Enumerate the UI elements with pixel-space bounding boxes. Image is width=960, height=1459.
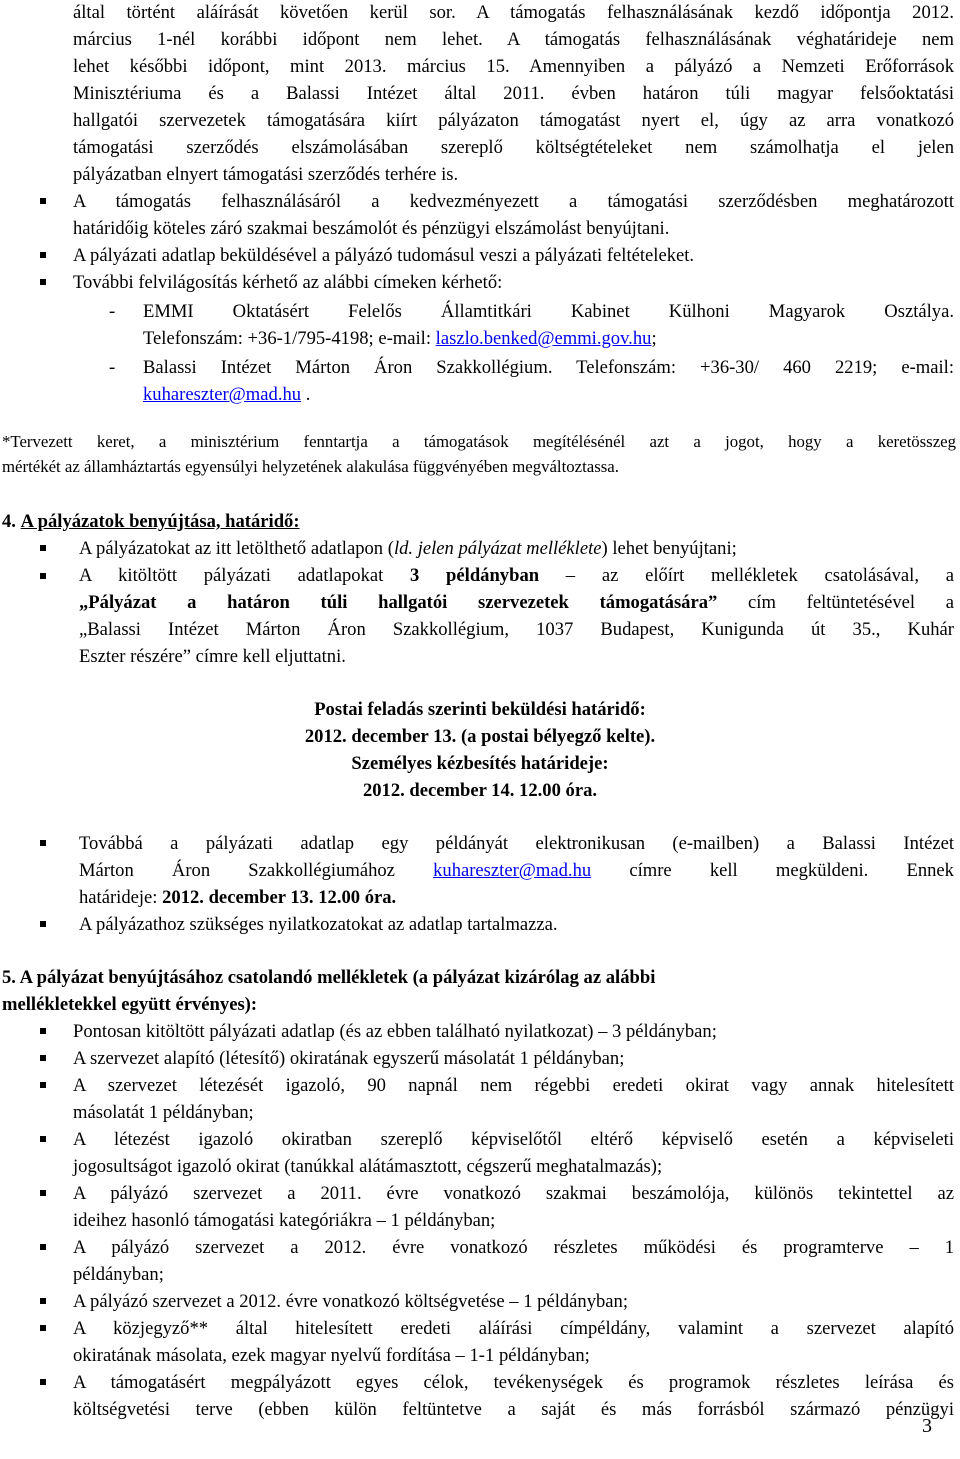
text-part: címre kell megküldeni. Ennek — [591, 860, 954, 881]
text-line: támogatási szerződés elszámolásában szereplő költségtételeket nem számolhatja el jelen — [73, 137, 954, 158]
bold-text: 3 példányban — [410, 565, 540, 586]
bullet-icon — [40, 1298, 46, 1304]
text-line: által történt aláírását követően kerül sor. A támogatás felhasználásának kezdő időpontja 2012. — [73, 2, 954, 23]
text-line — [79, 563, 954, 589]
text-line: március 1-nél korábbi időpont nem lehet. A támogatás felhasználásának véghatárideje nem — [73, 29, 954, 50]
list-item: A közjegyző** által hitelesített eredeti aláírási címpéldány, valamint a szervezet alapító — [73, 1318, 954, 1339]
phone-text: Telefonszám: +36-1/795-4198; e-mail: — [143, 328, 436, 349]
email-link[interactable]: laszlo.benked@emmi.gov.hu — [435, 328, 652, 349]
section-heading — [2, 509, 956, 535]
text-part: A pályázatokat az itt letölthető adatlapon ( — [79, 538, 394, 559]
text-part: cím feltüntetésével a — [717, 592, 954, 613]
text-part: A kitöltött pályázati adatlapokat — [79, 565, 411, 586]
bullet-icon — [40, 1028, 46, 1034]
text-line: Balassi Intézet Márton Áron Szakkollégium. Telefonszám: +36-30/ 460 2219; e-mail: — [143, 357, 954, 378]
bullet-icon — [40, 1379, 46, 1385]
text-line: „Balassi Intézet Márton Áron Szakkollégium, 1037 Budapest, Kunigunda út 35., Kuhár — [79, 619, 954, 640]
bullet-icon — [40, 1136, 46, 1142]
text-line — [143, 326, 954, 352]
text-line: Továbbá a pályázati adatlap egy példányát elektronikusan (e-mailben) a Balassi Intézet — [79, 833, 954, 854]
deadline-line: Postai feladás szerinti beküldési határidő: — [314, 699, 646, 720]
list-item: költségvetési terve (ebben külön feltüntetve a saját és más forrásból származó pénzügyi — [73, 1399, 954, 1420]
dash-marker: - — [109, 301, 116, 322]
list-item: A pályázó szervezet a 2011. évre vonatkozó szakmai beszámolója, különös tekintettel az — [73, 1183, 954, 1204]
italic-text: ld. jelen pályázat melléklete — [393, 538, 602, 559]
text-line: EMMI Oktatásért Felelős Államtitkári Kabinet Külhoni Magyarok Osztálya. — [143, 301, 954, 322]
email-link[interactable]: kuhareszter@mad.hu — [433, 860, 592, 881]
text-line: határidőig köteles záró szakmai beszámolót és pénzügyi elszámolást benyújtani. — [73, 218, 670, 239]
text-line: A pályázathoz szükséges nyilatkozatokat az adatlap tartalmazza. — [79, 914, 558, 935]
list-item: ideihez hasonló támogatási kategóriákra – 1 példányban; — [73, 1210, 496, 1231]
text-line: További felvilágosítás kérhető az alábbi címeken kérhető: — [73, 272, 503, 293]
text-line — [79, 590, 954, 616]
bullet-icon — [40, 545, 46, 551]
list-item: jogosultságot igazoló okirat (tanúkkal alátámasztott, cégszerű meghatalmazás); — [73, 1156, 663, 1177]
text-line: pályázatban elnyert támogatási szerződés terhére is. — [73, 164, 459, 185]
text-line — [143, 382, 954, 408]
bullet-icon — [40, 1325, 46, 1331]
section-heading: 5. A pályázat benyújtásához csatolandó mellékletek (a pályázat kizárólag az alábbi — [2, 967, 656, 988]
text-line — [79, 536, 954, 562]
text-line: Eszter részére” címre kell eljuttatni. — [79, 646, 346, 667]
deadline-line: 2012. december 13. (a postai bélyegző kelte). — [304, 726, 656, 747]
bullet-icon — [40, 573, 46, 579]
section-heading: mellékletekkel együtt érvényes): — [2, 994, 258, 1015]
bullet-icon — [40, 921, 46, 927]
deadline-line: 2012. december 14. 12.00 óra. — [362, 780, 598, 801]
bullet-icon — [40, 1082, 46, 1088]
bullet-icon — [40, 279, 46, 285]
text-line — [79, 885, 954, 911]
page-number: 3 — [922, 1415, 932, 1437]
text-line: *Tervezett keret, a minisztérium fenntartja a támogatások megítélésénél azt a jogot, hogy a keretösszeg — [2, 432, 956, 451]
text-line — [79, 858, 954, 884]
text-line: Minisztériuma és a Balassi Intézet által 2011. évben határon túli magyar felsőoktatási — [73, 83, 954, 104]
list-item: A pályázó szervezet a 2012. évre vonatkozó részletes működési és programterve – 1 — [73, 1237, 954, 1258]
list-item: A támogatásért megpályázott egyes célok, tevékenységek és programok részletes leírása és — [73, 1372, 954, 1393]
text-line: hallgatói szervezetek támogatására kiírt pályázaton támogatást nyert el, úgy az arra vonatkozó — [73, 110, 954, 131]
text-line: A támogatás felhasználásáról a kedvezményezett a támogatási szerződésben meghatározott — [73, 191, 954, 212]
bullet-icon — [40, 1244, 46, 1250]
bold-text: „Pályázat a határon túli hallgatói szervezetek támogatására” — [79, 592, 718, 613]
list-item: okiratának másolata, ezek magyar nyelvű fordítása – 1-1 példányban; — [73, 1345, 590, 1366]
bullet-icon — [40, 1055, 46, 1061]
text-line: mértékét az államháztartás egyensúlyi helyzetének alakulása függvényében megváltoztassa. — [2, 457, 619, 476]
heading-text: A pályázatok benyújtása, határidő: — [20, 511, 300, 532]
list-item: A pályázó szervezet a 2012. évre vonatkozó költségvetése – 1 példányban; — [73, 1291, 629, 1312]
text-line: lehet későbbi időpont, mint 2013. március 15. Amennyiben a pályázó a Nemzeti Erőforrások — [73, 56, 954, 77]
punct: . — [305, 384, 311, 405]
punct: ; — [651, 328, 657, 349]
bullet-icon — [40, 252, 46, 258]
list-item: Pontosan kitöltött pályázati adatlap (és az ebben található nyilatkozat) – 3 példányban; — [73, 1021, 717, 1042]
text-part: határideje: — [79, 887, 163, 908]
bold-text: 2012. december 13. 12.00 óra. — [162, 887, 397, 908]
heading-number: 4. — [2, 511, 16, 532]
list-item: A szervezet alapító (létesítő) okiratának egyszerű másolatát 1 példányban; — [73, 1048, 625, 1069]
list-item: példányban; — [73, 1264, 164, 1285]
text-part: Márton Áron Szakkollégiumához — [79, 860, 434, 881]
bullet-icon — [40, 198, 46, 204]
deadline-line: Személyes kézbesítés határideje: — [351, 753, 609, 774]
list-item: A létezést igazoló okiratban szereplő képviselőtől eltérő képviselő esetén a képviseleti — [73, 1129, 954, 1150]
text-line: A pályázati adatlap beküldésével a pályázó tudomásul veszi a pályázati feltételeket. — [73, 245, 695, 266]
list-item: másolatát 1 példányban; — [73, 1102, 254, 1123]
bullet-icon — [40, 840, 46, 846]
text-part: ) lehet benyújtani; — [601, 538, 737, 559]
bullet-icon — [40, 1190, 46, 1196]
text-part: – az előírt mellékletek csatolásával, a — [539, 565, 954, 586]
dash-marker: - — [109, 357, 116, 378]
email-link[interactable]: kuhareszter@mad.hu — [143, 384, 302, 405]
list-item: A szervezet létezését igazoló, 90 napnál nem régebbi eredeti okirat vagy annak hitelesített — [73, 1075, 954, 1096]
